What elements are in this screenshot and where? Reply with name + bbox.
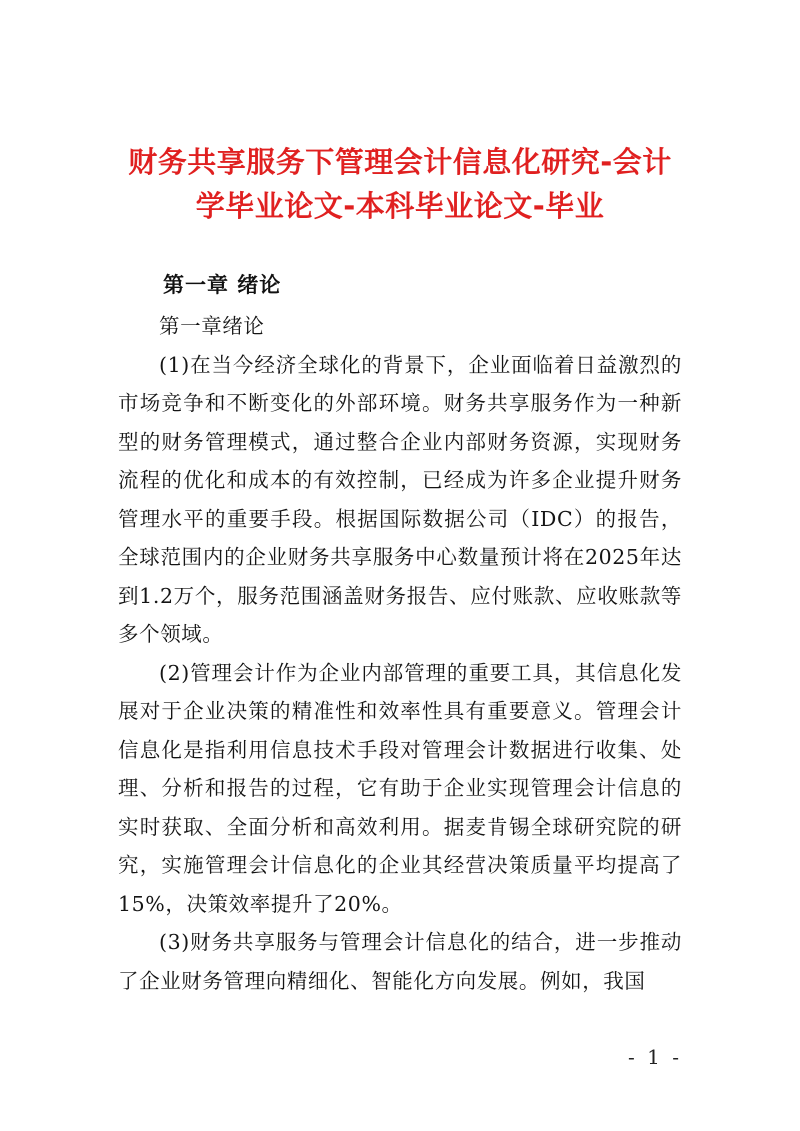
paragraph-1: (1)在当今经济全球化的背景下，企业面临着日益激烈的市场竞争和不断变化的外部环境。财务共享服务作为一种新型的财务管理模式，通过整合企业内部财务资源，实现财务流程的优化和成本的有效控制，已经成为许多企业提升财务管理水平的重要手段。根据国际数据公司（IDC）的报告，全球范围内的企业财务共享服务中心数量预计将在2025年达到1.2万个，服务范围涵盖财务报告、应付账款、应收账款等多个领域。	[118, 352, 682, 646]
page-number: - 1 -	[628, 1045, 682, 1069]
chapter-heading: 第一章 绪论	[163, 273, 282, 297]
paragraph-chapter-label: 第一章绪论	[159, 314, 265, 338]
title-line-1: 财务共享服务下管理会计信息化研究-会计	[128, 145, 672, 179]
document-title	[100, 140, 700, 228]
title-line-2: 学毕业论文-本科毕业论文-毕业	[195, 189, 605, 223]
paragraph-2: (2)管理会计作为企业内部管理的重要工具，其信息化发展对于企业决策的精准性和效率性具有重要意义。管理会计信息化是指利用信息技术手段对管理会计数据进行收集、处理、分析和报告的过程，它有助于企业实现管理会计信息的实时获取、全面分析和高效利用。据麦肯锡全球研究院的研究，实施管理会计信息化的企业其经营决策质量平均提高了15%，决策效率提升了20%。	[118, 660, 682, 916]
paragraph-3: (3)财务共享服务与管理会计信息化的结合，进一步推动了企业财务管理向精细化、智能化方向发展。例如，我国	[118, 930, 682, 993]
body-text	[118, 307, 682, 1000]
